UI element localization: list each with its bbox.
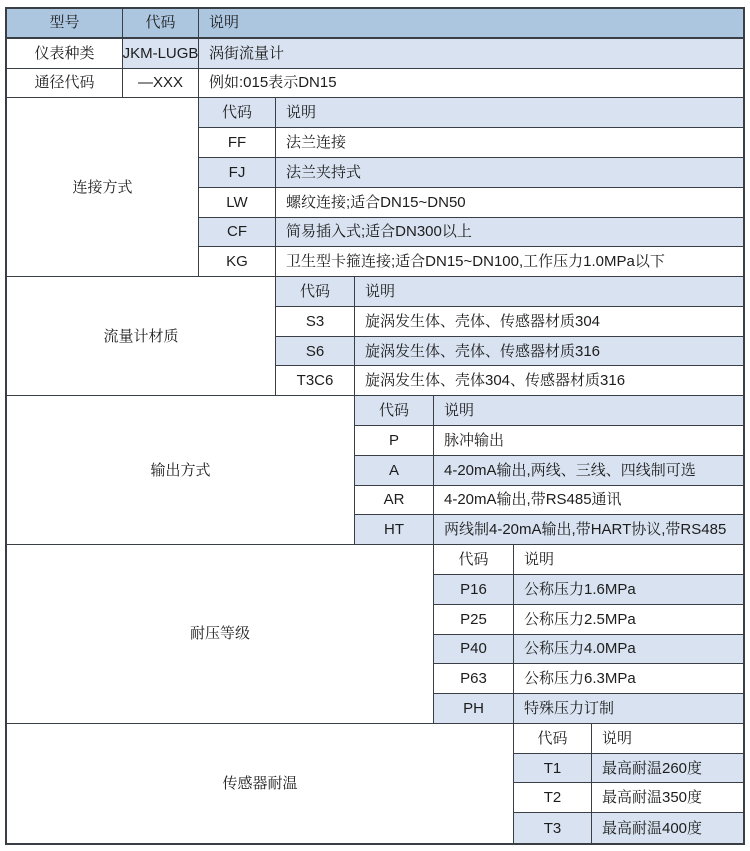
desc-cell: 公称压力6.3MPa: [514, 664, 743, 694]
sub-header-desc: 说明: [355, 277, 743, 307]
code-cell: FF: [199, 128, 276, 158]
section-label: 输出方式: [7, 396, 355, 545]
desc-cell: 旋涡发生体、壳体、传感器材质316: [355, 337, 743, 367]
desc-cell: 公称压力4.0MPa: [514, 635, 743, 665]
section-label: 流量计材质: [7, 277, 276, 396]
desc-cell: 例如:015表示DN15: [199, 69, 743, 99]
code-cell: P40: [434, 635, 514, 665]
header-cell-model: 型号: [7, 9, 123, 39]
sub-header-code: 代码: [514, 724, 592, 754]
code-cell: A: [355, 456, 434, 486]
sub-header-desc: 说明: [514, 545, 743, 575]
code-cell: CF: [199, 218, 276, 248]
spec-table: [5, 7, 745, 845]
code-cell: T3C6: [276, 366, 355, 396]
desc-cell: 公称压力2.5MPa: [514, 605, 743, 635]
desc-cell: 螺纹连接;适合DN15~DN50: [276, 188, 743, 218]
code-cell: S6: [276, 337, 355, 367]
sub-header-desc: 说明: [276, 98, 743, 128]
code-cell: LW: [199, 188, 276, 218]
header-cell-desc: 说明: [199, 9, 743, 39]
header-cell-code: 代码: [123, 9, 199, 39]
code-cell: FJ: [199, 158, 276, 188]
code-cell: P25: [434, 605, 514, 635]
code-cell: T2: [514, 783, 592, 813]
section-label: 传感器耐温: [7, 724, 514, 843]
code-cell: S3: [276, 307, 355, 337]
code-cell: P: [355, 426, 434, 456]
desc-cell: 4-20mA输出,带RS485通讯: [434, 486, 743, 516]
code-cell: JKM-LUGB: [123, 39, 199, 69]
desc-cell: 简易插入式;适合DN300以上: [276, 218, 743, 248]
code-cell: HT: [355, 515, 434, 545]
sub-header-code: 代码: [276, 277, 355, 307]
desc-cell: 公称压力1.6MPa: [514, 575, 743, 605]
desc-cell: 最高耐温260度: [592, 754, 743, 784]
row-label: 通径代码: [7, 69, 123, 99]
desc-cell: 脉冲输出: [434, 426, 743, 456]
section-label: 连接方式: [7, 98, 199, 277]
sub-header-code: 代码: [355, 396, 434, 426]
desc-cell: 4-20mA输出,两线、三线、四线制可选: [434, 456, 743, 486]
desc-cell: 两线制4-20mA输出,带HART协议,带RS485: [434, 515, 743, 545]
sub-header-desc: 说明: [592, 724, 743, 754]
code-cell: T3: [514, 813, 592, 843]
sub-header-code: 代码: [434, 545, 514, 575]
desc-cell: 特殊压力订制: [514, 694, 743, 724]
desc-cell: 法兰连接: [276, 128, 743, 158]
section-label: 耐压等级: [7, 545, 434, 724]
code-cell: T1: [514, 754, 592, 784]
code-cell: PH: [434, 694, 514, 724]
desc-cell: 旋涡发生体、壳体304、传感器材质316: [355, 366, 743, 396]
code-cell: —XXX: [123, 69, 199, 99]
sub-header-desc: 说明: [434, 396, 743, 426]
row-label: 仪表种类: [7, 39, 123, 69]
code-cell: AR: [355, 486, 434, 516]
desc-cell: 涡街流量计: [199, 39, 743, 69]
code-cell: KG: [199, 247, 276, 277]
desc-cell: 旋涡发生体、壳体、传感器材质304: [355, 307, 743, 337]
desc-cell: 最高耐温400度: [592, 813, 743, 843]
sub-header-code: 代码: [199, 98, 276, 128]
code-cell: P16: [434, 575, 514, 605]
desc-cell: 最高耐温350度: [592, 783, 743, 813]
code-cell: P63: [434, 664, 514, 694]
desc-cell: 卫生型卡箍连接;适合DN15~DN100,工作压力1.0MPa以下: [276, 247, 743, 277]
desc-cell: 法兰夹持式: [276, 158, 743, 188]
